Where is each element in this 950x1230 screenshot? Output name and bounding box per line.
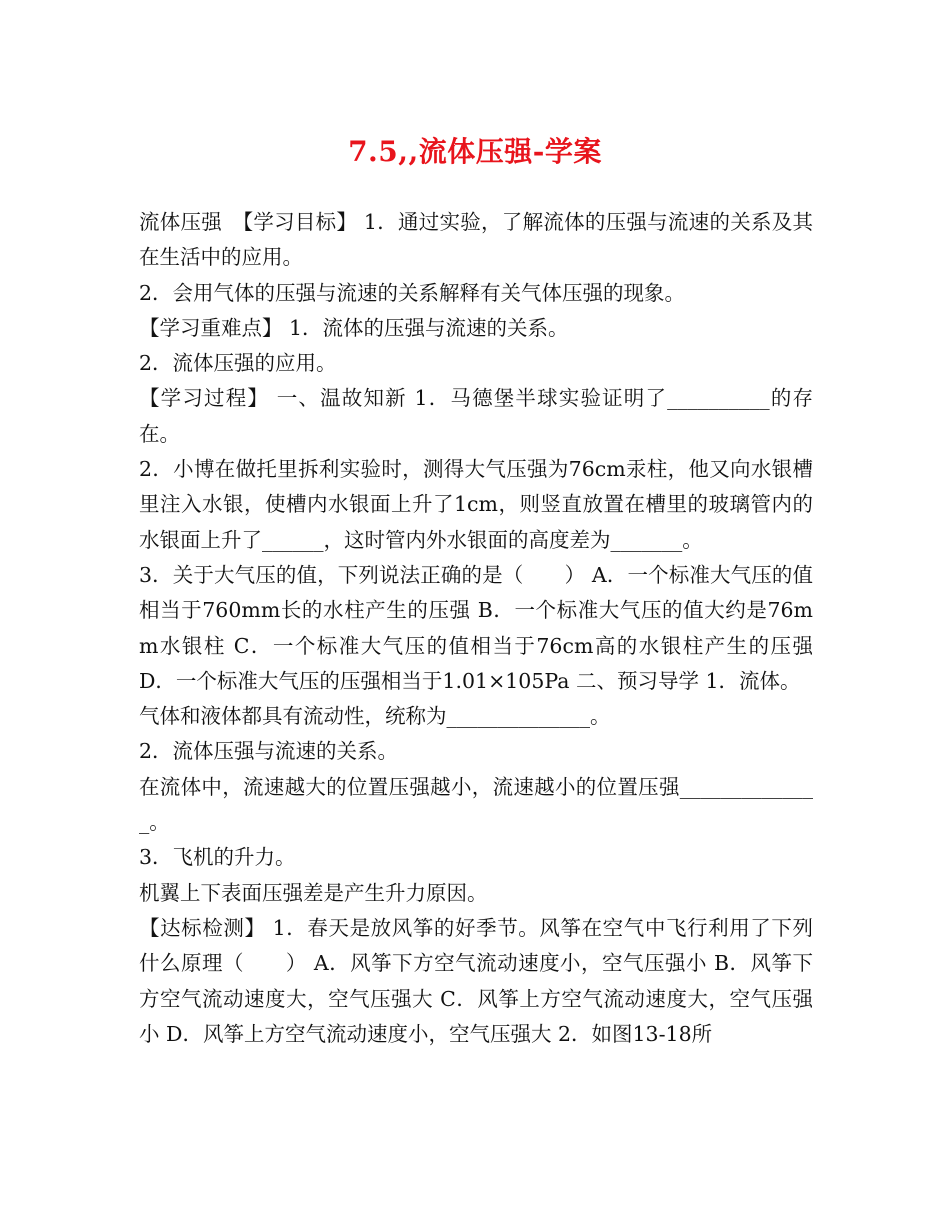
paragraph-question-3: 3．关于大气压的值，下列说法正确的是（ ） A．一个标准大气压的值相当于760mm长的水柱产生的压强 B．一个标准大气压的值大约是76mm水银柱 C．一个标准大气压的值相当于76cm高的水银柱产生的压强 D．一个标准大气压的压强相当于1.01×105Pa 二、预习导学 1．流体。 bbox=[139, 562, 813, 693]
paragraph-process: 【学习过程】 一、温故知新 1．马德堡半球实验证明了__________的存在。 bbox=[139, 386, 813, 446]
paragraph-objective-2: 2．会用气体的压强与流速的关系解释有关气体压强的现象。 bbox=[139, 280, 686, 305]
paragraph-question-2: 2．小博在做托里拆利实验时，测得大气压强为76cm汞柱，他又向水银槽里注入水银，使槽内水银面上升了1cm，则竖直放置在槽里的玻璃管内的水银面上升了______，这时管内外水银面的高度差为_______。 bbox=[139, 457, 813, 552]
paragraph-assessment: 【达标检测】 1．春天是放风筝的好季节。风筝在空气中飞行利用了下列什么原理（ ） A．风筝下方空气流动速度小，空气压强小 B．风筝下方空气流动速度大，空气压强大 C．风筝上方空气流动速度大，空气压强小 D．风筝上方空气流动速度小，空气压强大 2．如图13-18所 bbox=[139, 915, 813, 1046]
paragraph-fluid-rule: 在流体中，流速越大的位置压强越小，流速越小的位置压强______________。 bbox=[139, 774, 813, 835]
paragraph-key-point-2: 2．流体压强的应用。 bbox=[139, 351, 337, 376]
document-title: 7.5,,流体压强-学案 bbox=[348, 135, 602, 168]
document-body bbox=[139, 205, 813, 1052]
paragraph-lift-cause: 机翼上下表面压强差是产生升力原因。 bbox=[139, 880, 488, 905]
paragraph-key-points: 【学习重难点】 1．流体的压强与流速的关系。 bbox=[139, 315, 569, 340]
paragraph-objectives: 流体压强 【学习目标】 1．通过实验，了解流体的压强与流速的关系及其在生活中的应用。 bbox=[139, 210, 813, 270]
paragraph-pressure-velocity: 2．流体压强与流速的关系。 bbox=[139, 739, 399, 764]
paragraph-fluid-definition: 气体和液体都具有流动性，统称为______________。 bbox=[139, 704, 611, 729]
paragraph-lift: 3．飞机的升力。 bbox=[139, 845, 296, 870]
